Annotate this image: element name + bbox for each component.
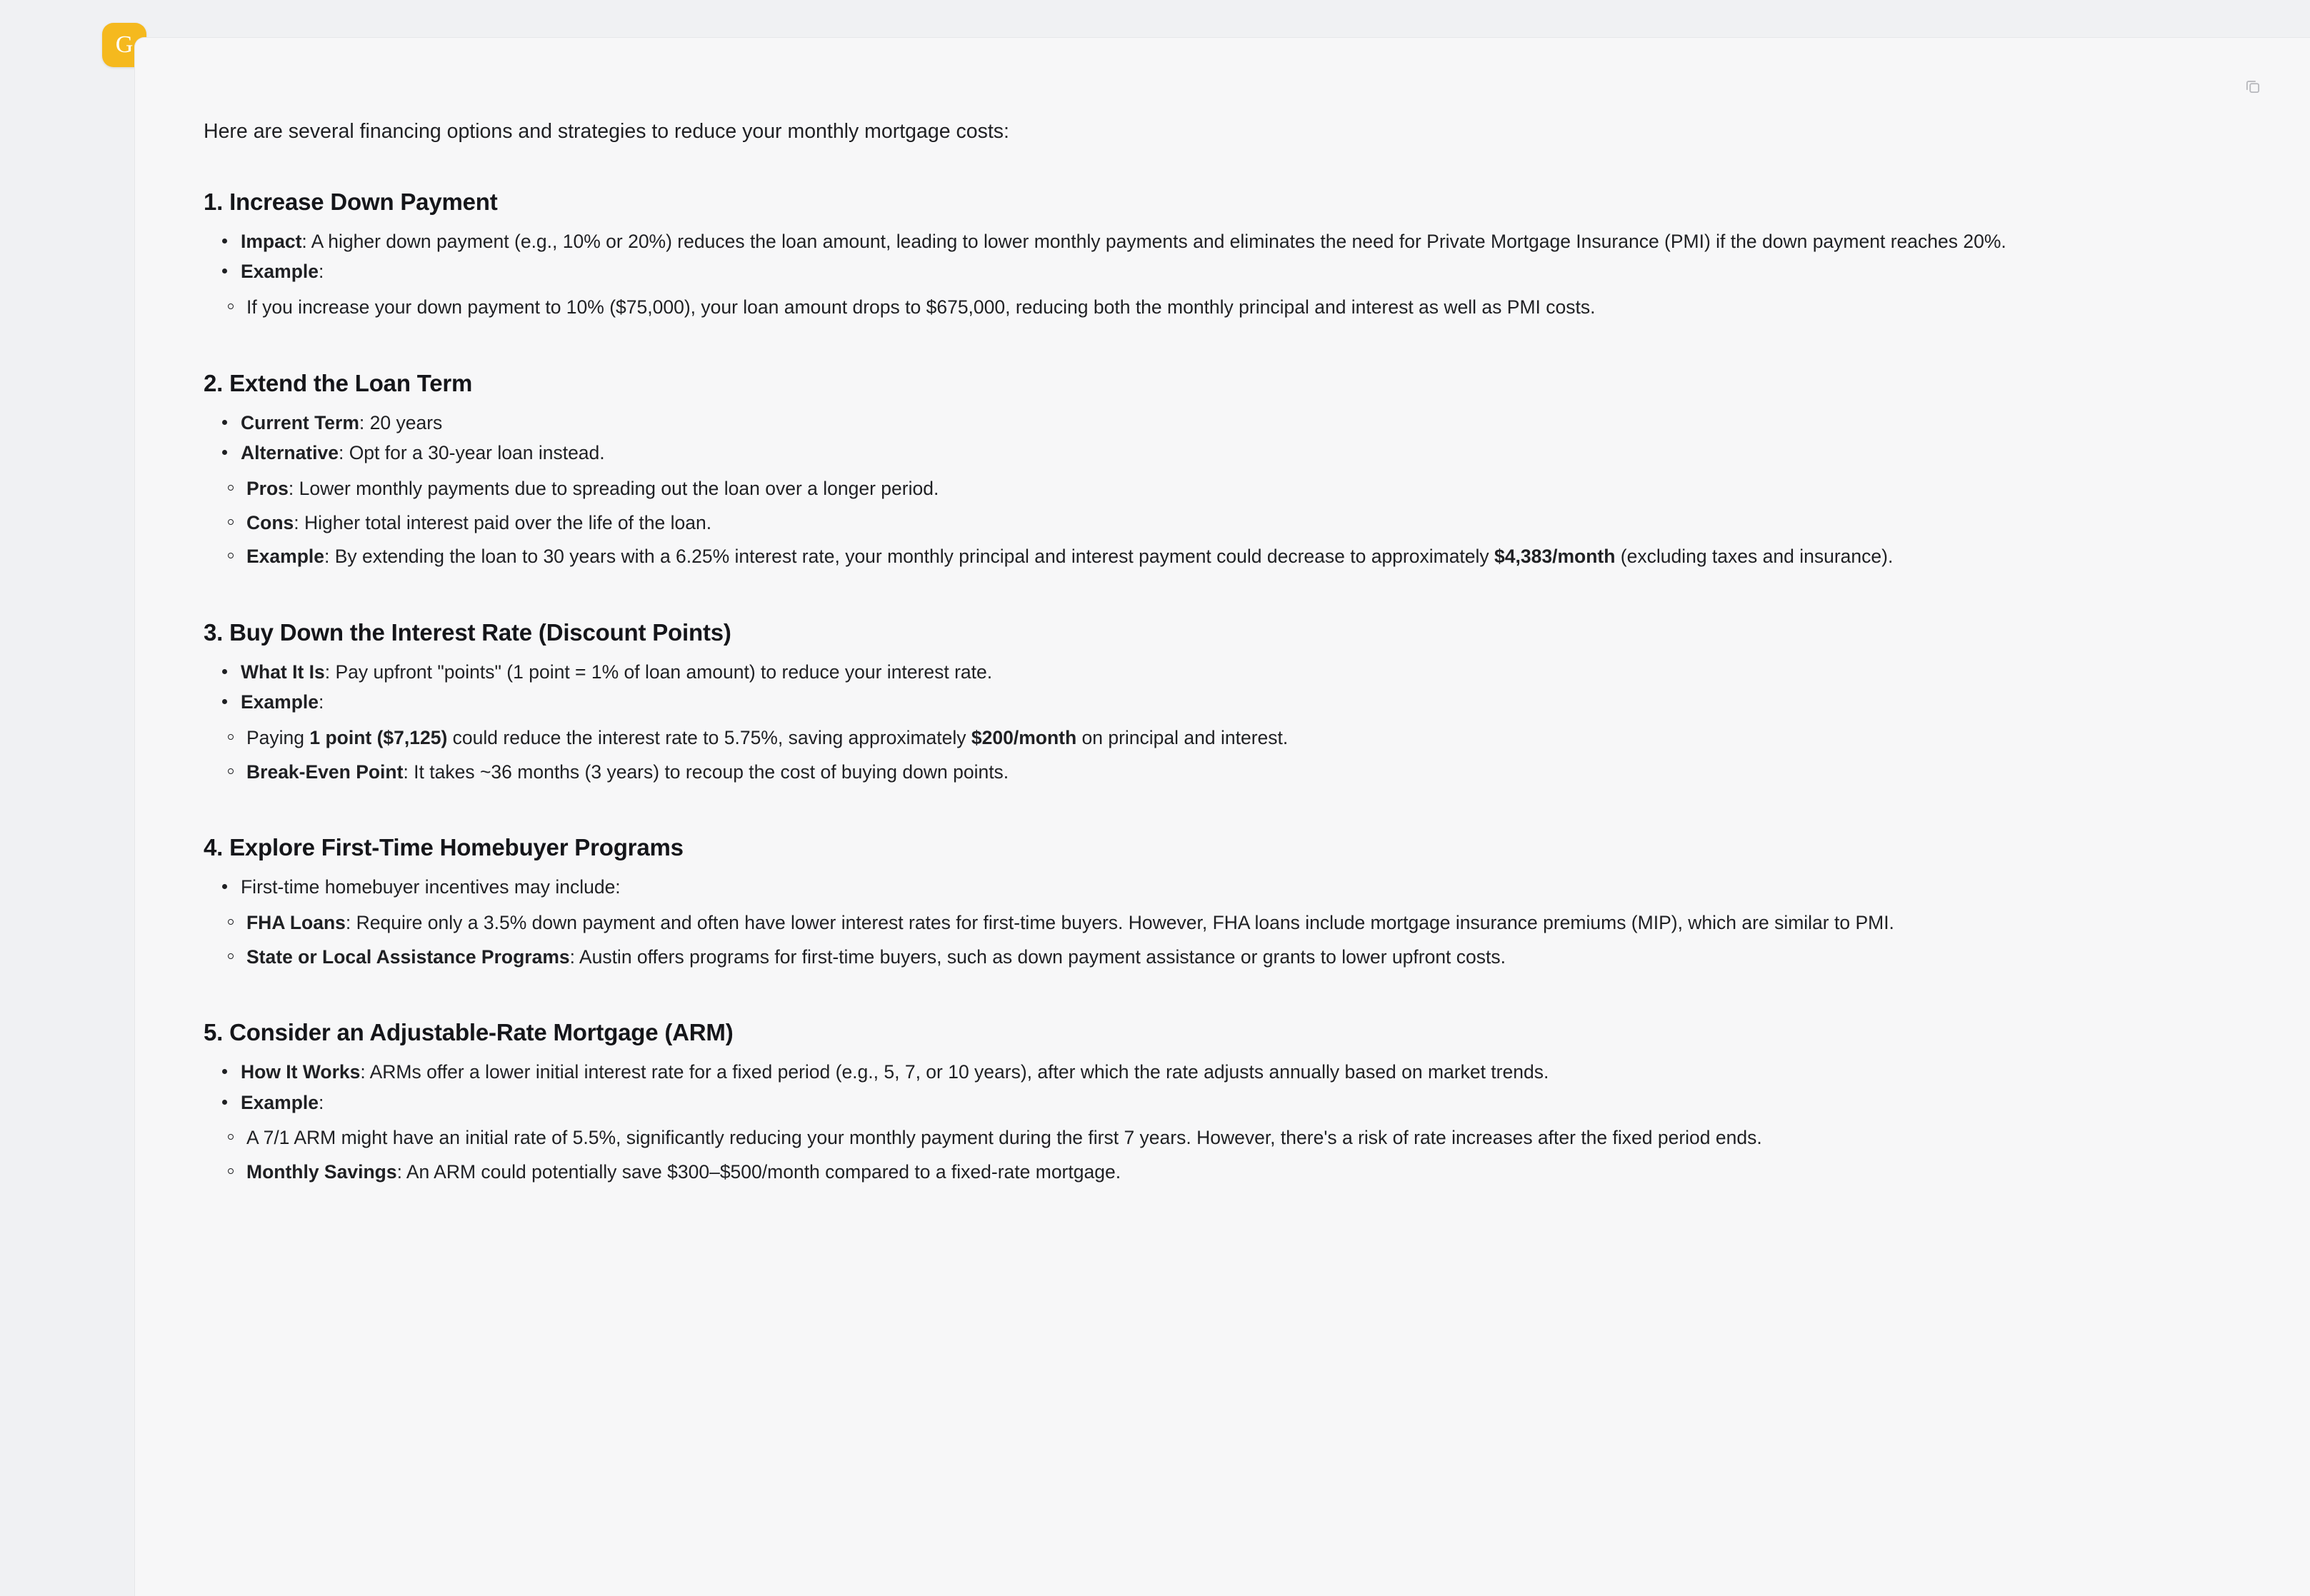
list-item-label: Example bbox=[241, 261, 319, 283]
sub-bullet-list bbox=[204, 476, 2231, 571]
list-item-text: First-time homebuyer incentives may include: bbox=[241, 876, 621, 898]
list-item bbox=[242, 759, 2231, 786]
intro-paragraph: Here are several financing options and strategies to reduce your monthly mortgage costs: bbox=[204, 120, 1009, 143]
list-item bbox=[236, 410, 2231, 437]
list-item-label: Break-Even Point bbox=[246, 761, 404, 783]
list-item-text: : bbox=[319, 691, 324, 713]
section-title: 1. Increase Down Payment bbox=[204, 188, 498, 215]
section-title: 2. Extend the Loan Term bbox=[204, 369, 473, 396]
assistant-response-card bbox=[134, 37, 2310, 1596]
list-item bbox=[236, 229, 2231, 256]
list-item bbox=[242, 510, 2231, 537]
list-item-emphasis: $4,383/month bbox=[1494, 546, 1616, 568]
list-item bbox=[242, 725, 2231, 752]
list-item bbox=[236, 659, 2231, 686]
list-item bbox=[236, 1090, 2231, 1117]
list-item bbox=[236, 689, 2231, 716]
list-item-text: : bbox=[319, 1091, 324, 1113]
list-item-text: : Pay upfront "points" (1 point = 1% of loan amount) to reduce your interest rate. bbox=[324, 661, 993, 683]
sub-bullet-list bbox=[204, 294, 2231, 321]
list-item bbox=[242, 1159, 2231, 1186]
list-item-emphasis: 1 point ($7,125) bbox=[309, 727, 448, 748]
list-item-text: : Require only a 3.5% down payment and often have lower interest rates for first-time buyers. However, FHA loans include mortgage insurance premiums (MIP), which are similar to PMI. bbox=[345, 911, 1894, 933]
list-item-text: : bbox=[319, 261, 324, 283]
list-item bbox=[236, 874, 2231, 901]
list-item bbox=[242, 910, 2231, 937]
list-item-label: Monthly Savings bbox=[246, 1161, 397, 1183]
list-item bbox=[236, 1059, 2231, 1086]
list-item bbox=[236, 440, 2231, 467]
bullet-list bbox=[204, 659, 2231, 716]
response-content bbox=[204, 116, 2231, 1193]
list-item bbox=[236, 259, 2231, 286]
list-item-label: State or Local Assistance Programs bbox=[246, 945, 570, 968]
list-item-label: Cons bbox=[246, 511, 294, 533]
list-item-tail: on principal and interest. bbox=[1076, 727, 1289, 748]
bullet-list bbox=[204, 1059, 2231, 1116]
list-item bbox=[242, 1125, 2231, 1152]
list-item-mid: could reduce the interest rate to 5.75%, saving approximately bbox=[447, 727, 971, 748]
list-item-text: A 7/1 ARM might have an initial rate of 5.5%, significantly reducing your monthly payment during the first 7 years. However, there's a risk of rate increases after the fixed period ends. bbox=[246, 1127, 1762, 1149]
list-item-label: Example bbox=[241, 1091, 319, 1113]
section-3 bbox=[204, 619, 2231, 786]
bullet-list bbox=[204, 410, 2231, 467]
section-1 bbox=[204, 189, 2231, 321]
list-item-text: : By extending the loan to 30 years with a 6.25% interest rate, your monthly principal and interest payment could decrease to approximately bbox=[324, 546, 1495, 568]
sub-bullet-list bbox=[204, 910, 2231, 970]
section-4 bbox=[204, 834, 2231, 970]
bullet-list bbox=[204, 874, 2231, 901]
list-item-text: : 20 years bbox=[359, 411, 443, 433]
list-item-text: : It takes ~36 months (3 years) to recoup the cost of buying down points. bbox=[403, 761, 1009, 783]
list-item-text: : Opt for a 30-year loan instead. bbox=[338, 442, 605, 464]
section-title: 5. Consider an Adjustable-Rate Mortgage (ARM) bbox=[204, 1019, 734, 1046]
list-item-label: Pros bbox=[246, 477, 289, 499]
list-item-text: : Austin offers programs for first-time buyers, such as down payment assistance or grants to lower upfront costs. bbox=[569, 945, 1506, 968]
list-item-label: Current Term bbox=[241, 411, 359, 433]
copy-icon[interactable] bbox=[2239, 72, 2267, 101]
list-item-label: How It Works bbox=[241, 1061, 361, 1083]
list-item-label: What It Is bbox=[241, 661, 325, 683]
list-item-label: Alternative bbox=[241, 442, 339, 464]
list-item-tail: (excluding taxes and insurance). bbox=[1615, 546, 1894, 568]
list-item-label: Example bbox=[246, 546, 325, 568]
list-item-label: FHA Loans bbox=[246, 911, 346, 933]
list-item-text: : Lower monthly payments due to spreading out the loan over a longer period. bbox=[288, 477, 939, 499]
brand-logo-letter: G bbox=[115, 31, 134, 58]
sub-bullet-list bbox=[204, 725, 2231, 786]
list-item-text: : ARMs offer a lower initial interest rate for a fixed period (e.g., 5, 7, or 10 years), after which the rate adjusts annually based on market trends. bbox=[360, 1061, 1549, 1083]
list-item-text: If you increase your down payment to 10% ($75,000), your loan amount drops to $675,000, reducing both the monthly principal and interest as well as PMI costs. bbox=[246, 296, 1596, 318]
list-item bbox=[242, 294, 2231, 321]
section-title: 3. Buy Down the Interest Rate (Discount Points) bbox=[204, 618, 731, 646]
list-item bbox=[242, 944, 2231, 971]
list-item-label: Impact bbox=[241, 230, 302, 252]
section-5 bbox=[204, 1019, 2231, 1186]
section-2 bbox=[204, 370, 2231, 571]
list-item bbox=[242, 476, 2231, 503]
list-item-text: : Higher total interest paid over the life of the loan. bbox=[294, 511, 712, 533]
list-item-text: : A higher down payment (e.g., 10% or 20%) reduces the loan amount, leading to lower monthly payments and eliminates the need for Private Mortgage Insurance (PMI) if the down payment reaches 20%. bbox=[301, 230, 2006, 252]
list-item-emphasis-2: $200/month bbox=[971, 727, 1077, 748]
list-item-label: Example bbox=[241, 691, 319, 713]
section-title: 4. Explore First-Time Homebuyer Programs bbox=[204, 834, 684, 861]
list-item-text: : An ARM could potentially save $300–$500/month compared to a fixed-rate mortgage. bbox=[396, 1161, 1121, 1183]
sub-bullet-list bbox=[204, 1125, 2231, 1185]
list-item-text: Paying bbox=[246, 727, 310, 748]
list-item bbox=[242, 543, 2231, 571]
bullet-list bbox=[204, 229, 2231, 286]
